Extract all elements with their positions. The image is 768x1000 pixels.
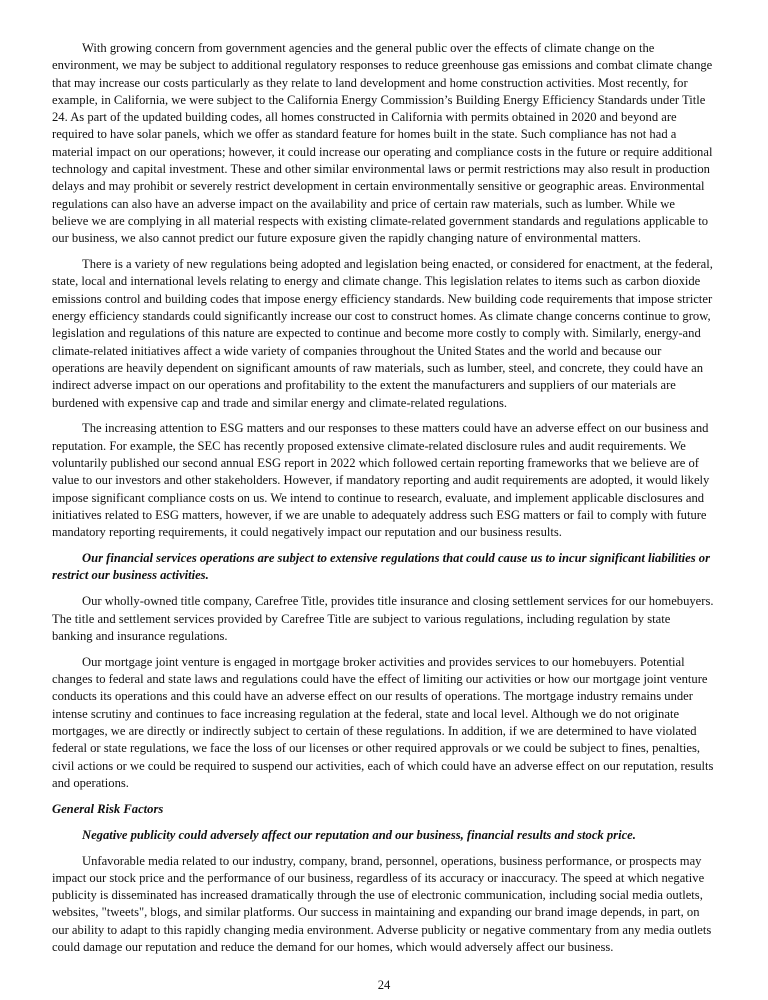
section-heading-general-risk-factors: General Risk Factors xyxy=(52,801,164,816)
paragraph-negative-publicity: Unfavorable media related to our industry, company, brand, personnel, operations, business performance, or prospects may impact our stock price and the performance of our business, regardless of its accuracy or inaccuracy. The speed at which negative publicity is disseminated has increased dramatically through the use of electronic communication, including social media outlets, websites, "tweets", blogs, and similar platforms. Our success in maintaining and expanding our brand image depends, in part, on our ability to adapt to this rapidly changing media environment. Adverse publicity or negative commentary from any media outlets could damage our reputation and reduce the demand for our homes, which would adversely affect our business. xyxy=(52,853,712,954)
document-page xyxy=(52,40,714,965)
paragraph-esg: The increasing attention to ESG matters and our responses to these matters could have an adverse effect on our business and reputation. For example, the SEC has recently proposed extensive climate-related disclosure rules and audit requirements. We voluntarily published our second annual ESG report in 2022 which followed certain reporting frameworks that we believe are of value to our investors and other stakeholders. However, if mandatory reporting and audit requirements are adopted, it would likely impose significant compliance costs on us. We intend to continue to research, evaluate, and implement applicable disclosures and initiatives related to ESG matters, however, if we are unable to adequately address such ESG matters or fail to comply with future mandatory reporting requirements, it could negatively impact our reputation and our business results. xyxy=(52,421,710,540)
subheading-financial-services: Our financial services operations are subject to extensive regulations that could cause us to incur significant liabilities or restrict our business activities. xyxy=(52,551,710,583)
paragraph-new-regulations: There is a variety of new regulations being adopted and legislation being enacted, or considered for enactment, at the federal, state, local and international levels relating to energy and climate change. This legislation relates to items such as carbon dioxide emissions control and building codes that impose energy efficiency standards. New building code requirements that impose stricter energy efficiency standards could significantly increase our cost to construct homes. As climate change concerns continue to grow, legislation and regulations of this nature are expected to continue and become more costly to comply with. Similarly, energy-and climate-related initiatives affect a wide variety of companies throughout the United States and the world and because our operations are heavily dependent on significant amounts of raw materials, such as lumber, steel, and concrete, they could have an indirect adverse impact on our operations and profitability to the extent the manufacturers and suppliers of our materials are burdened with expensive cap and trade and similar energy and climate-related regulations. xyxy=(52,257,713,410)
subheading-negative-publicity: Negative publicity could adversely affect our reputation and our business, financial results and stock price. xyxy=(82,827,636,842)
paragraph-climate-concern: With growing concern from government agencies and the general public over the effects of climate change on the environment, we may be subject to additional regulatory responses to reduce greenhouse gas emissions and combat climate change that may increase our costs particularly as they relate to land development and home construction activities. Most recently, for example, in California, we were subject to the California Energy Commission’s Building Energy Efficiency Standards under Title 24. As part of the updated building codes, all homes constructed in California with permits obtained in 2020 and beyond are required to have solar panels, which we offer as standard feature for homes built in the state. Such compliance has not had a material impact on our operations; however, it could increase our operating and compliance costs in the future or require additional technology and capital investment. These and other similar environmental laws or permit restrictions may also result in production delays and may prohibit or severely restrict development in certain environmentally sensitive or geographic areas. Environmental regulations can also have an adverse impact on the availability and price of certain raw materials, such as lumber. While we believe we are complying in all material respects with existing climate-related government standards and regulations applicable to our business, we also cannot predict our future exposure given the rapidly changing nature of environmental matters. xyxy=(52,41,713,246)
page-number: 24 xyxy=(377,978,391,992)
paragraph-title-company: Our wholly-owned title company, Carefree Title, provides title insurance and closing settlement services for our homebuyers. The title and settlement services provided by Carefree Title are subject to various regulations, including regulation by state banking and insurance regulations. xyxy=(52,594,714,643)
paragraph-mortgage: Our mortgage joint venture is engaged in mortgage broker activities and provides services to our homebuyers. Potential changes to federal and state laws and regulations could have the effect of limiting our activities or how our mortgage joint venture conducts its operations and this could have an adverse effect on our results of operations. The mortgage industry remains under intense scrutiny and continues to face increasing regulation at the federal, state and local level. Although we do not originate mortgages, we are directly or indirectly subject to certain of these regulations. In addition, if we are determined to have violated federal or state regulations, we face the loss of our licenses or other required approvals or we could be subject to fines, penalties, civil actions or we could be required to suspend our activities, each of which could have an adverse effect on our reputation, results and operations. xyxy=(52,654,714,790)
